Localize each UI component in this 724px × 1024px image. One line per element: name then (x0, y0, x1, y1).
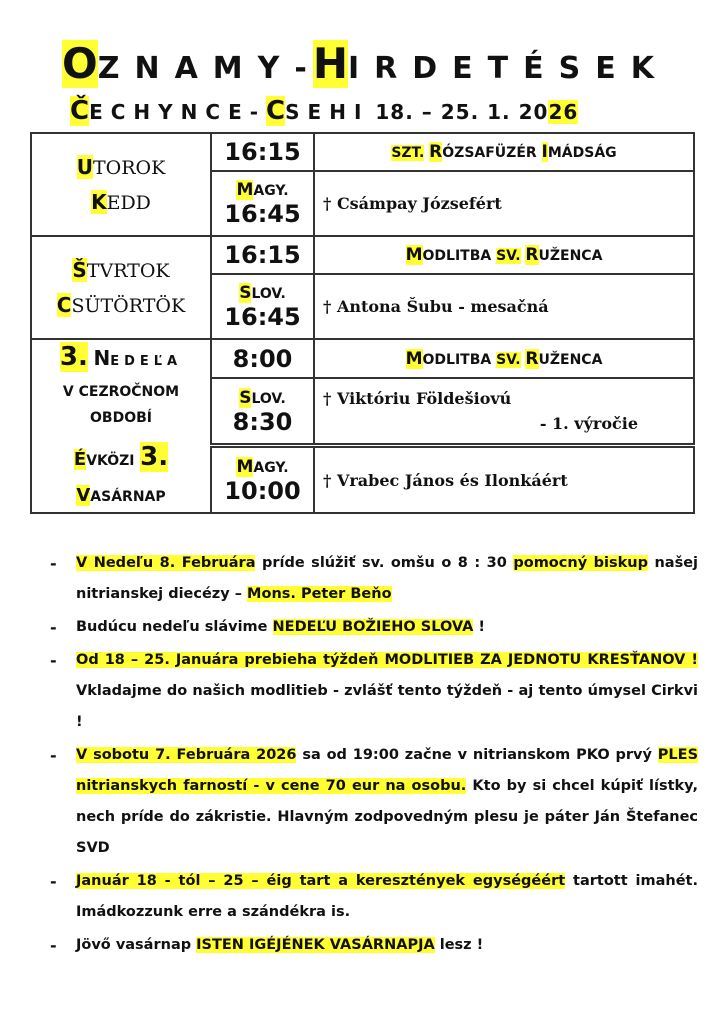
rest: ASÁRNAP (90, 489, 166, 505)
list-item (50, 740, 698, 864)
highlight-text: ISTEN IGÉJÉNEK VASÁRNAPJA (196, 937, 435, 953)
page-title (62, 40, 702, 92)
initial: U (76, 154, 93, 179)
event-cell (314, 133, 694, 171)
subtitle-cechynce-rest: ECHYNCE (89, 100, 250, 124)
event-part: R (525, 348, 539, 369)
text: Jövő vasárnap (76, 937, 197, 953)
mass-schedule-table (30, 132, 695, 514)
event-part: SZT. (391, 145, 425, 161)
list-item (50, 548, 698, 610)
highlight-text: Január 18 - tól – 25 – éig tart a keresztények egységéért (76, 873, 566, 889)
initial: K (91, 189, 107, 214)
intention-line-2: - 1. výročie (539, 414, 638, 434)
text: Budúcu nedeľu slávime (76, 619, 273, 635)
title-initial-o: O (62, 39, 98, 88)
intention-line-1: † Viktóriu Földešiovú (323, 389, 512, 409)
language-label (212, 180, 313, 201)
day-sk-thursday (32, 253, 210, 288)
text: Kto by si chcel kúpiť lístky, nech príde do zákristie. Hlavným zodpovedným plesu je páter Ján Štefanec SVD (76, 778, 698, 856)
table-row (31, 236, 694, 274)
bullet-dash: - (50, 554, 57, 573)
rest: AGY. (253, 459, 289, 476)
subtitle-date (375, 100, 578, 124)
subtitle-separator: - (249, 100, 267, 124)
bullet-dash: - (50, 936, 57, 955)
event-part: SV. (496, 248, 521, 264)
initial: M (236, 180, 254, 200)
text: sa od 19:00 začne v nitrianskom PKO prvý (296, 747, 658, 763)
rest: AGY. (253, 183, 289, 199)
time-cell (211, 171, 314, 236)
initial: É (73, 449, 87, 470)
text: tartott imahét. Imádkozzunk erre a szándékra is. (76, 873, 698, 920)
sunday-line-1 (32, 340, 210, 379)
subtitle-csehi-rest: SEHI (285, 100, 370, 124)
rest: TVRTOK (86, 259, 170, 282)
event-part: UŽENCA (538, 351, 603, 368)
rest: SÜTÖRTÖK (71, 294, 186, 317)
list-item (50, 866, 698, 928)
sunday-line-3: OBDOBÍ (90, 410, 152, 426)
rest: EDEĽA (110, 354, 183, 369)
time: 8:00 (232, 344, 293, 373)
date-prefix: 18. – 25. 1. 20 (375, 100, 549, 124)
event-part: MÁDSÁG (547, 145, 617, 161)
sunday-number: 3. (59, 342, 88, 372)
list-item (50, 612, 698, 643)
intention-cell: † Csámpay Józsefért (314, 171, 694, 236)
sunday-line-2: V CEZROČNOM (62, 384, 180, 400)
rest: LOV. (251, 286, 286, 302)
time-cell (211, 446, 314, 513)
rest: EDD (106, 191, 151, 214)
initial: C (56, 292, 72, 317)
subtitle-initial-c-caron: Č (70, 96, 90, 126)
text: našej nitrianskej diecézy – (76, 555, 699, 602)
event-part: UŽENCA (538, 248, 603, 264)
event-part: ODLITBA (422, 248, 497, 264)
text: Vkladajme do našich modlitieb - zvlášť tento týždeň - aj tento úmysel Cirkvi ! (76, 683, 698, 730)
intention-cell: † Vrabec János és Ilonkáért (314, 446, 694, 513)
highlight-text: pomocný biskup (513, 555, 648, 571)
sunday-line-5 (32, 481, 210, 512)
time-cell (211, 378, 314, 445)
language-label (212, 283, 313, 304)
event-part: ÓZSAFÜZÉR (442, 145, 542, 161)
initial: S (239, 283, 252, 303)
event-part: R (525, 245, 539, 265)
highlight-text: PLES nitrianskych farností - v cene 70 eur na osobu. (76, 747, 699, 794)
bullet-dash: - (50, 618, 57, 637)
time: 16:45 (224, 303, 301, 331)
event-part: R (429, 142, 443, 162)
list-item (50, 930, 698, 961)
table-row (31, 133, 694, 171)
initial: M (236, 456, 254, 477)
title-hirdetesek-rest: IRDETÉSEK (347, 51, 669, 86)
bullet-dash: - (50, 651, 57, 670)
event-part: ODLITBA (422, 351, 497, 368)
date-year-highlight: 26 (548, 100, 579, 124)
rest: VKÖZI (86, 453, 135, 469)
day-sk-tuesday (32, 150, 210, 185)
rest: LOV. (251, 390, 286, 407)
list-item (50, 645, 698, 738)
time-cell (211, 133, 314, 171)
language-label (212, 388, 313, 409)
day-cell-thursday (31, 236, 211, 339)
event-cell (314, 339, 694, 378)
text: príde slúžiť sv. omšu o 8 : 30 (255, 555, 514, 571)
highlight-text: V sobotu 7. Februára 2026 (76, 747, 297, 763)
text: lesz ! (434, 937, 484, 953)
subtitle-initial-c: C (266, 96, 286, 126)
highlight-text: Od 18 – 25. Januára prebieha týždeň MODLITIEB ZA JEDNOTU KRESŤANOV ! (76, 652, 698, 668)
initial: S (239, 387, 252, 408)
title-initial-h: H (312, 39, 348, 88)
day-cell-sunday (31, 339, 211, 513)
time-cell (211, 236, 314, 274)
initial: N (93, 346, 111, 370)
title-oznamy-rest: ZNAMY (97, 51, 295, 86)
time: 8:30 (232, 407, 293, 436)
announcements-list (50, 548, 698, 963)
sunday-line-4 (32, 437, 210, 481)
initial: Š (72, 257, 87, 282)
intention-cell: † Antona Šubu - mesačná (314, 274, 694, 339)
event-part: SV. (496, 351, 521, 368)
sunday-number: 3. (140, 442, 169, 472)
title-separator: - (294, 51, 313, 86)
table-row (31, 339, 694, 378)
event-part: I (541, 142, 548, 162)
time: 16:15 (224, 241, 301, 269)
highlight-text: V Nedeľu 8. Februára (76, 555, 256, 571)
day-hu-tuesday (32, 185, 210, 220)
language-label (212, 457, 313, 478)
time-cell (211, 339, 314, 378)
time: 10:00 (224, 476, 301, 505)
bullet-dash: - (50, 746, 57, 765)
page-subtitle (70, 96, 710, 128)
intention-cell (314, 378, 694, 445)
rest: TOROK (92, 156, 166, 179)
event-cell (314, 236, 694, 274)
time: 16:45 (224, 200, 301, 228)
time-cell (211, 274, 314, 339)
time: 16:15 (224, 138, 301, 166)
bullet-dash: - (50, 872, 57, 891)
initial: V (76, 485, 91, 506)
highlight-text: NEDEĽU BOŽIEHO SLOVA (272, 619, 474, 635)
event-part: M (405, 245, 423, 265)
event-part: M (405, 348, 423, 369)
day-hu-thursday (32, 288, 210, 323)
highlight-text: Mons. Peter Beňo (247, 586, 392, 602)
text: ! (473, 619, 486, 635)
day-cell-tuesday (31, 133, 211, 236)
